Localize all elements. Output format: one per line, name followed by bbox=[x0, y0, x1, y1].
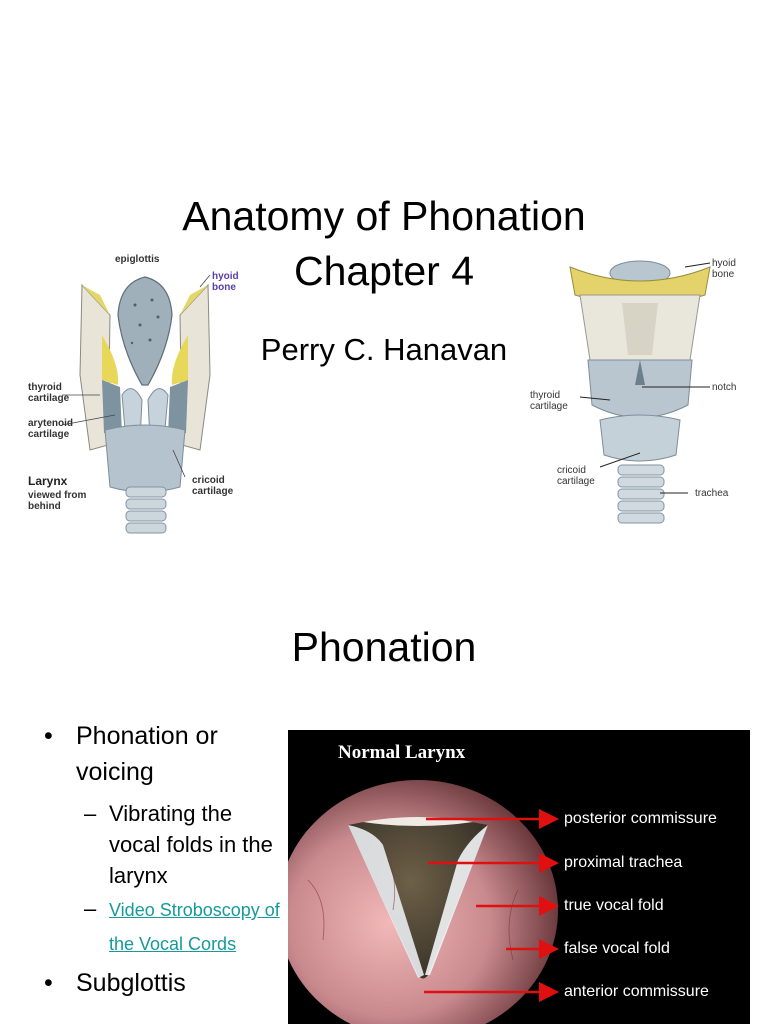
larynx-posterior-illustration bbox=[60, 255, 250, 540]
slide-title: Phonation bbox=[291, 624, 477, 670]
label-hyoid-right-line1: hyoid bbox=[712, 258, 736, 269]
bullet-marker: • bbox=[44, 722, 53, 750]
sub-bullet-link-item bbox=[44, 893, 284, 961]
label-posterior-commissure: posterior commissure bbox=[564, 810, 717, 827]
label-thyroid-right-line2: cartilage bbox=[530, 401, 568, 412]
label-epiglottis: epiglottis bbox=[115, 254, 160, 265]
sub-bullet-item bbox=[44, 798, 284, 891]
label-larynx: Larynx bbox=[28, 474, 68, 488]
bullet-list bbox=[44, 718, 284, 1001]
label-notch: notch bbox=[712, 382, 737, 393]
label-false-vocal-fold: false vocal fold bbox=[564, 940, 670, 957]
label-cricoid-line1: cricoid bbox=[192, 475, 225, 486]
label-arytenoid-line1: arytenoid bbox=[28, 418, 74, 429]
label-viewed-line2: behind bbox=[28, 501, 61, 512]
sub-bullet-text: Vibrating the vocal folds in the larynx bbox=[109, 801, 273, 888]
phonation-slide bbox=[0, 580, 768, 1024]
label-cricoid-line2: cartilage bbox=[192, 486, 234, 497]
label-hyoid-line1: hyoid bbox=[212, 271, 239, 282]
label-hyoid-line2: bone bbox=[212, 282, 236, 293]
label-anterior-commissure: anterior commissure bbox=[564, 983, 709, 1000]
label-viewed-line1: viewed from bbox=[28, 490, 87, 501]
bullet-text: Phonation or voicing bbox=[76, 722, 218, 786]
label-thyroid-line1: thyroid bbox=[28, 382, 62, 393]
author-name: Perry C. Hanavan bbox=[260, 332, 508, 367]
slide-title-line2: Chapter 4 bbox=[293, 248, 475, 294]
label-hyoid-right-line2: bone bbox=[712, 269, 735, 280]
label-true-vocal-fold: true vocal fold bbox=[564, 897, 664, 914]
label-cricoid-right-line1: cricoid bbox=[557, 465, 586, 476]
bullet-item bbox=[44, 965, 284, 1001]
label-thyroid-line2: cartilage bbox=[28, 393, 70, 404]
bullet-item bbox=[44, 718, 284, 790]
bullet-text: Subglottis bbox=[76, 969, 186, 997]
slide-title-line1: Anatomy of Phonation bbox=[182, 193, 586, 239]
pointer-arrows bbox=[288, 730, 750, 1024]
label-trachea: trachea bbox=[695, 488, 729, 499]
normal-larynx-photo bbox=[288, 730, 750, 1024]
bullet-marker: • bbox=[44, 969, 53, 997]
label-proximal-trachea: proximal trachea bbox=[564, 854, 683, 871]
label-cricoid-right-line2: cartilage bbox=[557, 476, 595, 487]
photo-title: Normal Larynx bbox=[338, 742, 466, 763]
video-stroboscopy-link[interactable]: Video Stroboscopy of the Vocal Cords bbox=[109, 900, 280, 954]
dash-marker: – bbox=[84, 896, 97, 921]
dash-marker: – bbox=[84, 801, 97, 826]
label-arytenoid-line2: cartilage bbox=[28, 429, 70, 440]
label-thyroid-right-line1: thyroid bbox=[530, 390, 561, 401]
